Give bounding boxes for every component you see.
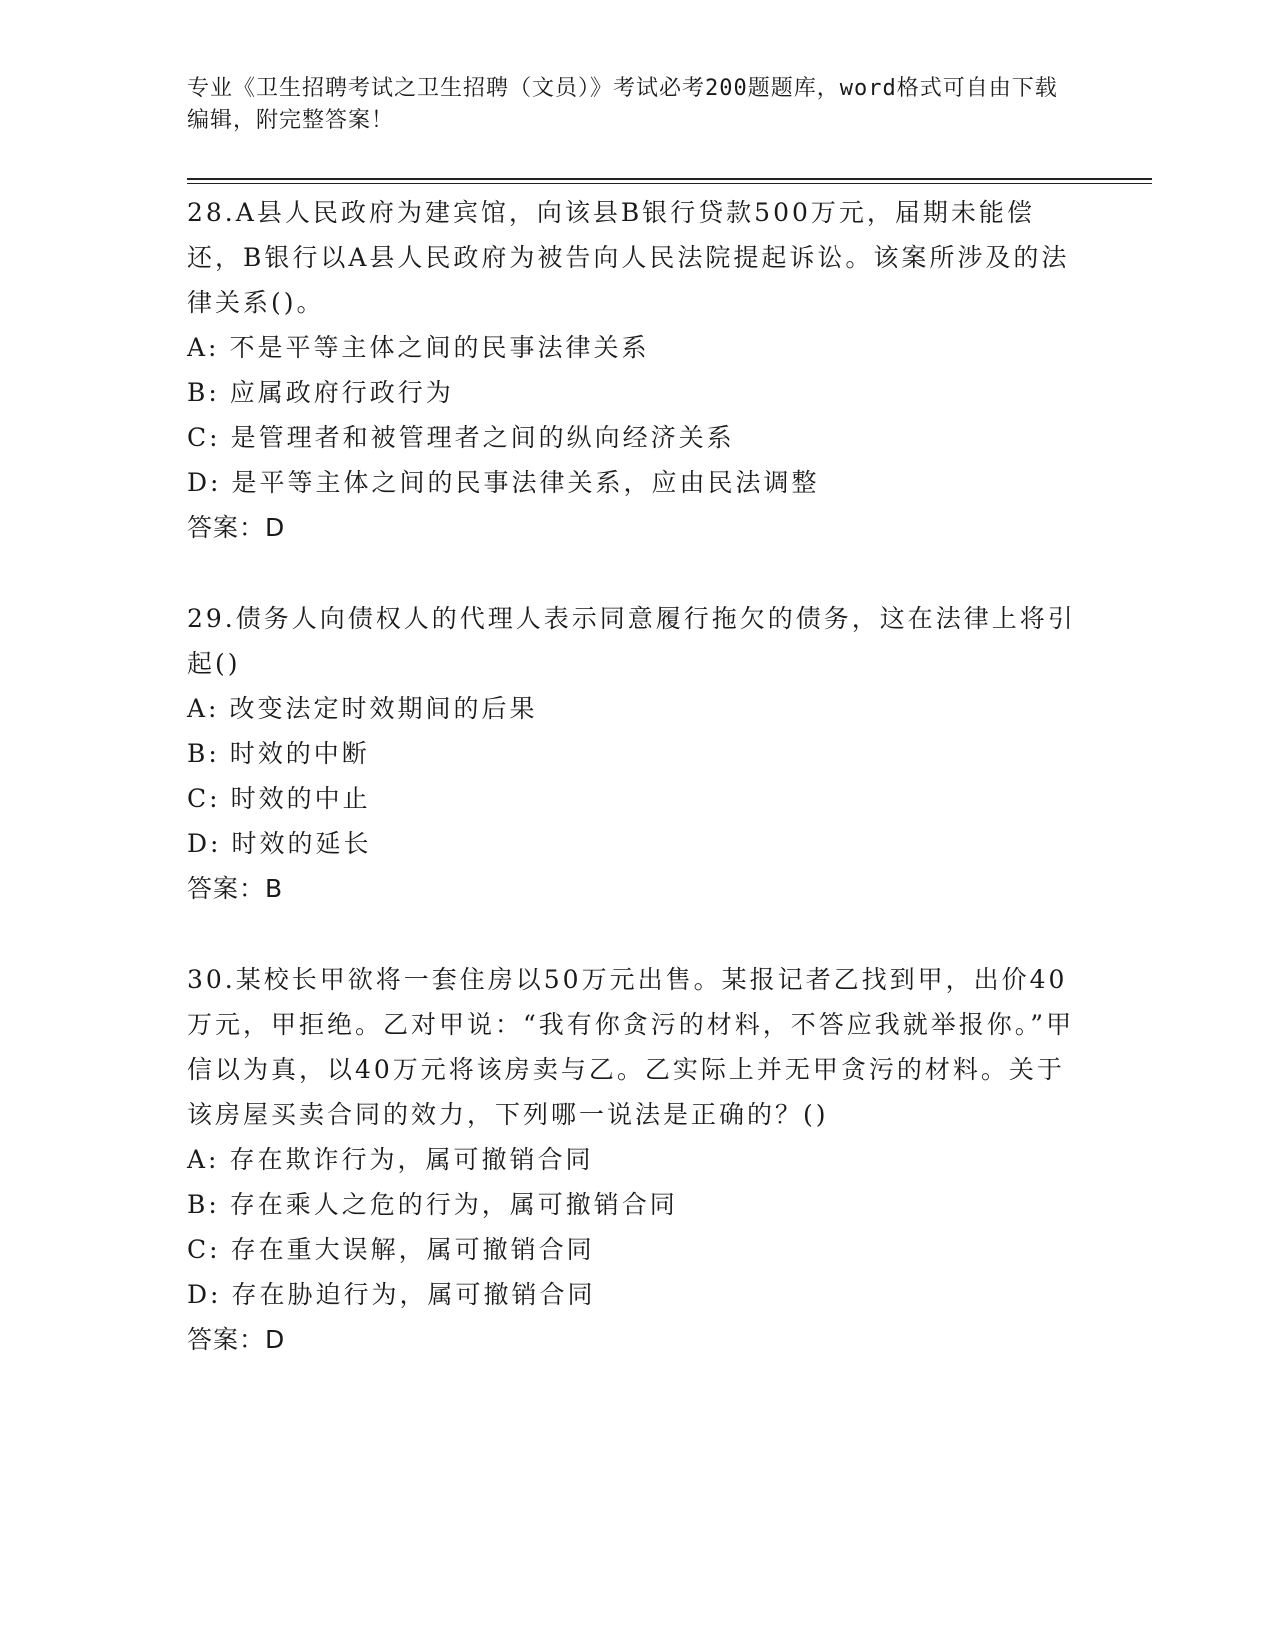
option-label: A: [187,333,220,362]
option-label: C: [187,423,221,452]
answer-line: 答案：D [187,513,286,542]
option-c [187,1227,1087,1272]
option-text: 是平等主体之间的民事法律关系，应由民法调整 [231,468,820,497]
option-c [187,415,1087,460]
option-b [187,731,1087,776]
question-stem: 30.某校长甲欲将一套住房以50万元出售。某报记者乙找到甲，出价40万元，甲拒绝。乙对甲说：“我有你贪污的材料，不答应我就举报你。”甲信以为真，以40万元将该房卖与乙。乙实际上并无甲贪污的材料。关于该房屋买卖合同的效力，下列哪一说法是正确的？() [187,965,1075,1129]
option-label: A: [187,694,220,723]
question-stem: 28.A县人民政府为建宾馆，向该县B银行贷款500万元，届期未能偿还，B银行以A县人民政府为被告向人民法院提起诉讼。该案所涉及的法律关系()。 [187,198,1070,317]
option-d [187,1272,1087,1317]
option-text: 改变法定时效期间的后果 [229,694,538,723]
question-list [187,190,1087,1408]
question-stem: 29.债务人向债权人的代理人表示同意履行拖欠的债务，这在法律上将引起() [187,604,1076,678]
option-label: B: [187,378,220,407]
option-label: D: [187,1280,222,1309]
option-label: C: [187,1235,221,1264]
option-text: 存在胁迫行为，属可撤销合同 [231,1280,596,1309]
option-text: 不是平等主体之间的民事法律关系 [229,333,650,362]
option-text: 时效的延长 [231,829,372,858]
option-text: 存在乘人之危的行为，属可撤销合同 [229,1190,678,1219]
answer-line: 答案：B [187,874,284,903]
option-a [187,686,1087,731]
answer-line: 答案：D [187,1325,286,1354]
option-a [187,1137,1087,1182]
question-item [187,596,1087,911]
option-text: 是管理者和被管理者之间的纵向经济关系 [230,423,735,452]
document-header: 专业《卫生招聘考试之卫生招聘（文员）》考试必考200题题库，word格式可自由下载编辑，附完整答案！ [187,76,1058,133]
option-text: 应属政府行政行为 [229,378,454,407]
option-c [187,776,1087,821]
option-d [187,460,1087,505]
option-text: 时效的中断 [229,739,370,768]
option-d [187,821,1087,866]
option-a [187,325,1087,370]
option-text: 时效的中止 [230,784,371,813]
option-text: 存在欺诈行为，属可撤销合同 [229,1145,594,1174]
option-b [187,370,1087,415]
option-b [187,1182,1087,1227]
question-item [187,190,1087,550]
option-label: C: [187,784,221,813]
option-label: D: [187,829,222,858]
option-label: D: [187,468,222,497]
option-label: B: [187,1190,220,1219]
option-label: A: [187,1145,220,1174]
option-label: B: [187,739,220,768]
header-divider [187,178,1152,184]
option-text: 存在重大误解，属可撤销合同 [230,1235,595,1264]
question-item [187,957,1087,1362]
